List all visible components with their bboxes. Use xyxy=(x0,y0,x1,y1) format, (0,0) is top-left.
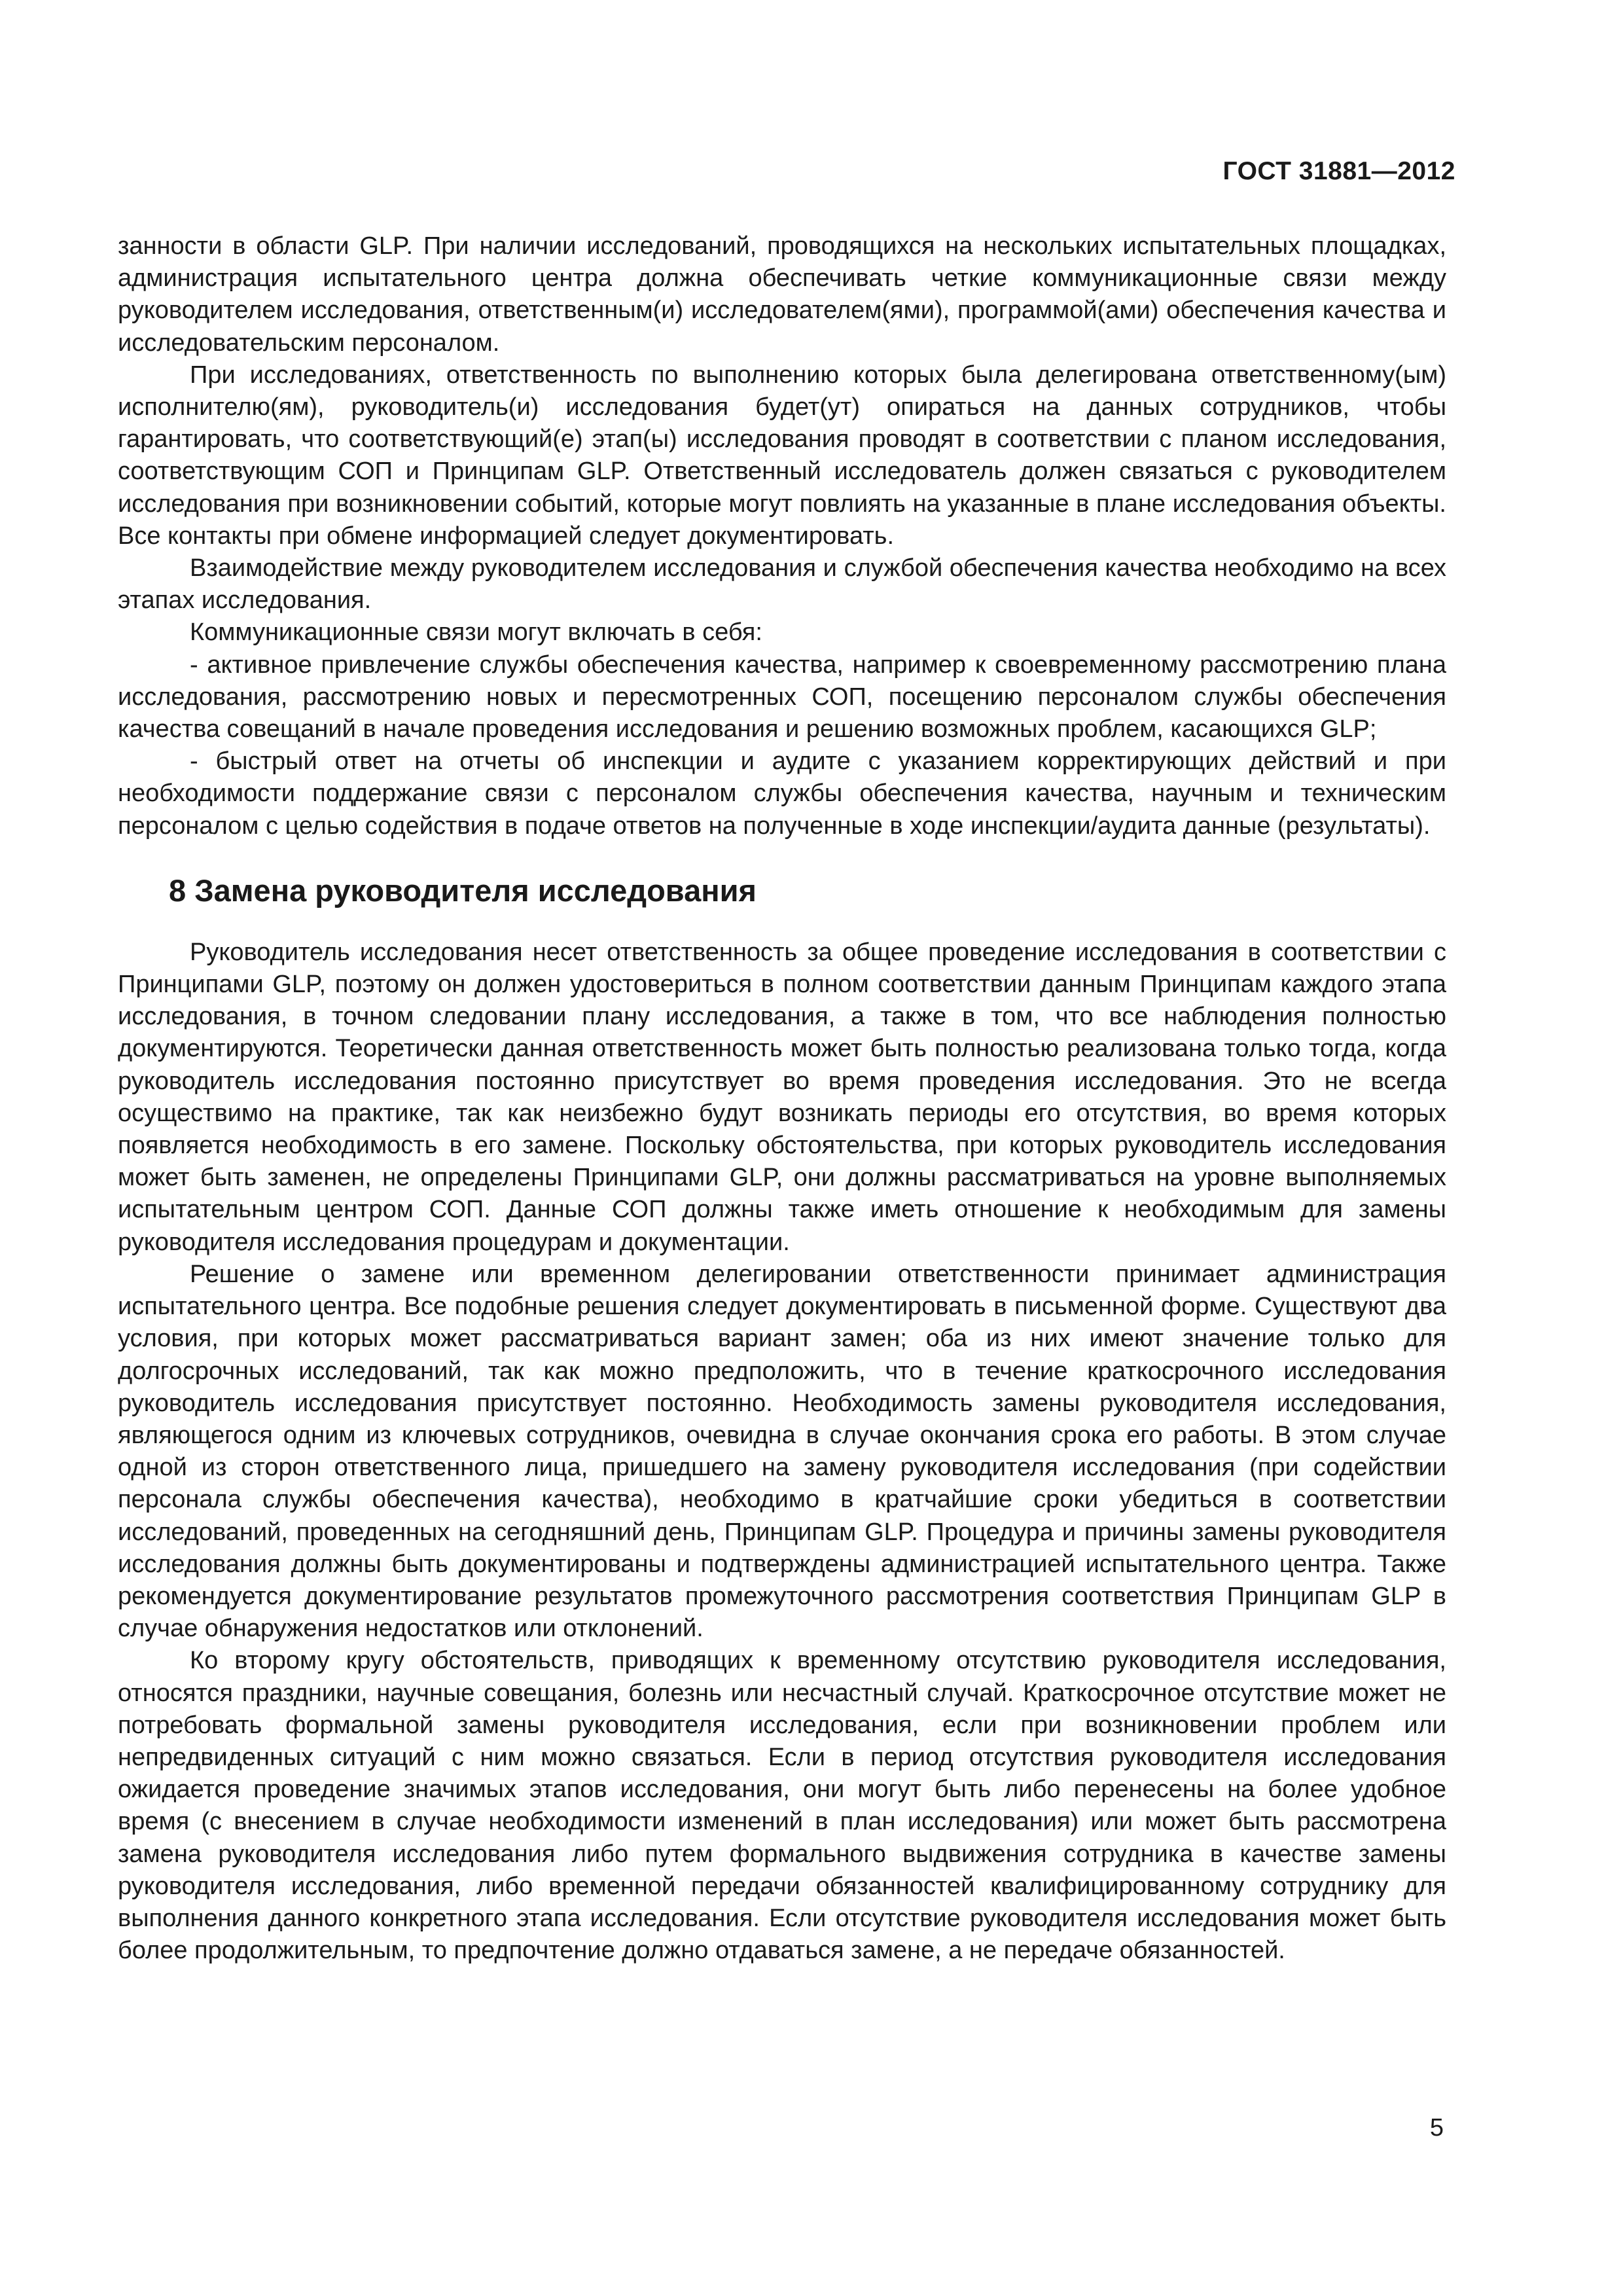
paragraph: При исследованиях, ответственность по выполнению которых была делегирована ответственному(ым) исполнителю(ям), руководитель(и) исследования будет(ут) опираться на данных сотрудников, чтобы гарантировать, что соответствующий(е) этап(ы) исследования проводят в соответствии с планом исследования, соответствующим СОП и Принципам GLP. Ответственный исследователь должен связаться с руководителем исследования при возникновении событий, которые могут повлиять на указанные в плане исследования объекты. Все контакты при обмене информацией следует документировать. xyxy=(118,361,1446,550)
paragraph: Взаимодействие между руководителем исследования и службой обеспечения качества необходимо на всех этапах исследования. xyxy=(118,554,1446,615)
document-code: ГОСТ 31881—2012 xyxy=(1222,157,1455,185)
paragraph: Руководитель исследования несет ответственность за общее проведение исследования в соответствии с Принципами GLP, поэтому он должен удостовериться в полном соответствии данным Принципам каждого этапа исследования, в точном следовании плану исследования, а также в том, что все наблюдения полностью документируются. Теоретически данная ответственность может быть полностью реализована только тогда, когда руководитель исследования постоянно присутствует во время проведения исследования. Это не всегда осуществимо на практике, так как неизбежно будут возникать периоды его отсутствия, во время которых появляется необходимость в его замене. Поскольку обстоятельства, при которых руководитель исследования может быть заменен, не определены Принципами GLP, они должны рассматриваться на уровне выполняемых испытательным центром СОП. Данные СОП должны также иметь отношение к необходимым для замены руководителя исследования процедурам и документации. xyxy=(118,938,1446,1256)
page-number: 5 xyxy=(1429,2114,1444,2142)
list-item: - быстрый ответ на отчеты об инспекции и аудите с указанием корректирующих действий и при необходимости поддержание связи с персоналом службы обеспечения качества, научным и техническим персоналом с целью содействия в подаче ответов на полученные в ходе инспекции/аудита данные (результаты). xyxy=(118,747,1446,840)
paragraph: занности в области GLP. При наличии исследований, проводящихся на нескольких испытательных площадках, администрация испытательного центра должна обеспечивать четкие коммуникационные связи между руководителем исследования, ответственным(и) исследователем(ями), программой(ами) обеспечения качества и исследовательским персоналом. xyxy=(118,232,1446,357)
paragraph: Коммуникационные связи могут включать в себя: xyxy=(190,619,762,647)
document-body xyxy=(118,230,1446,1967)
list-item: - активное привлечение службы обеспечения качества, например к своевременному рассмотрению плана исследования, рассмотрению новых и пересмотренных СОП, посещению персоналом службы обеспечения качества совещаний в начале проведения исследования и решению возможных проблем, касающихся GLP; xyxy=(118,651,1446,744)
section-title: 8 Замена руководителя исследования xyxy=(169,872,757,908)
paragraph: Ко второму кругу обстоятельств, приводящих к временному отсутствию руководителя исследования, относятся праздники, научные совещания, болезнь или несчастный случай. Краткосрочное отсутствие может не потребовать формальной замены руководителя исследования, если при возникновении проблем или непредвиденных ситуаций с ним можно связаться. Если в период отсутствия руководителя исследования ожидается проведение значимых этапов исследования, они могут быть либо перенесены на более удобное время (с внесением в случае необходимости изменений в план исследования) или может быть рассмотрена замена руководителя исследования либо путем формального выдвижения сотрудника в качестве замены руководителя исследования, либо временной передачи обязанностей квалифицированному сотруднику для выполнения данного конкретного этапа исследования. Если отсутствие руководителя исследования может быть более продолжительным, то предпочтение должно отдаваться замене, а не передаче обязанностей. xyxy=(118,1647,1446,1965)
paragraph: Решение о замене или временном делегировании ответственности принимает администрация испытательного центра. Все подобные решения следует документировать в письменной форме. Существуют два условия, при которых может рассматриваться вариант замен; оба из них имеют значение только для долгосрочных исследований, так как можно предположить, что в течение краткосрочного исследования руководитель исследования присутствует постоянно. Необходимость замены руководителя исследования, являющегося одним из ключевых сотрудников, очевидна в случае окончания срока его работы. В этом случае одной из сторон ответственного лица, пришедшего на замену руководителя исследования (при содействии персонала службы обеспечения качества), необходимо в кратчайшие сроки убедиться в соответствии исследований, проведенных на сегодняшний день, Принципам GLP. Процедура и причины замены руководителя исследования должны быть документированы и подтверждены администрацией испытательного центра. Также рекомендуется документирование результатов промежуточного рассмотрения соответствия Принципам GLP в случае обнаружения недостатков или отклонений. xyxy=(118,1260,1446,1643)
